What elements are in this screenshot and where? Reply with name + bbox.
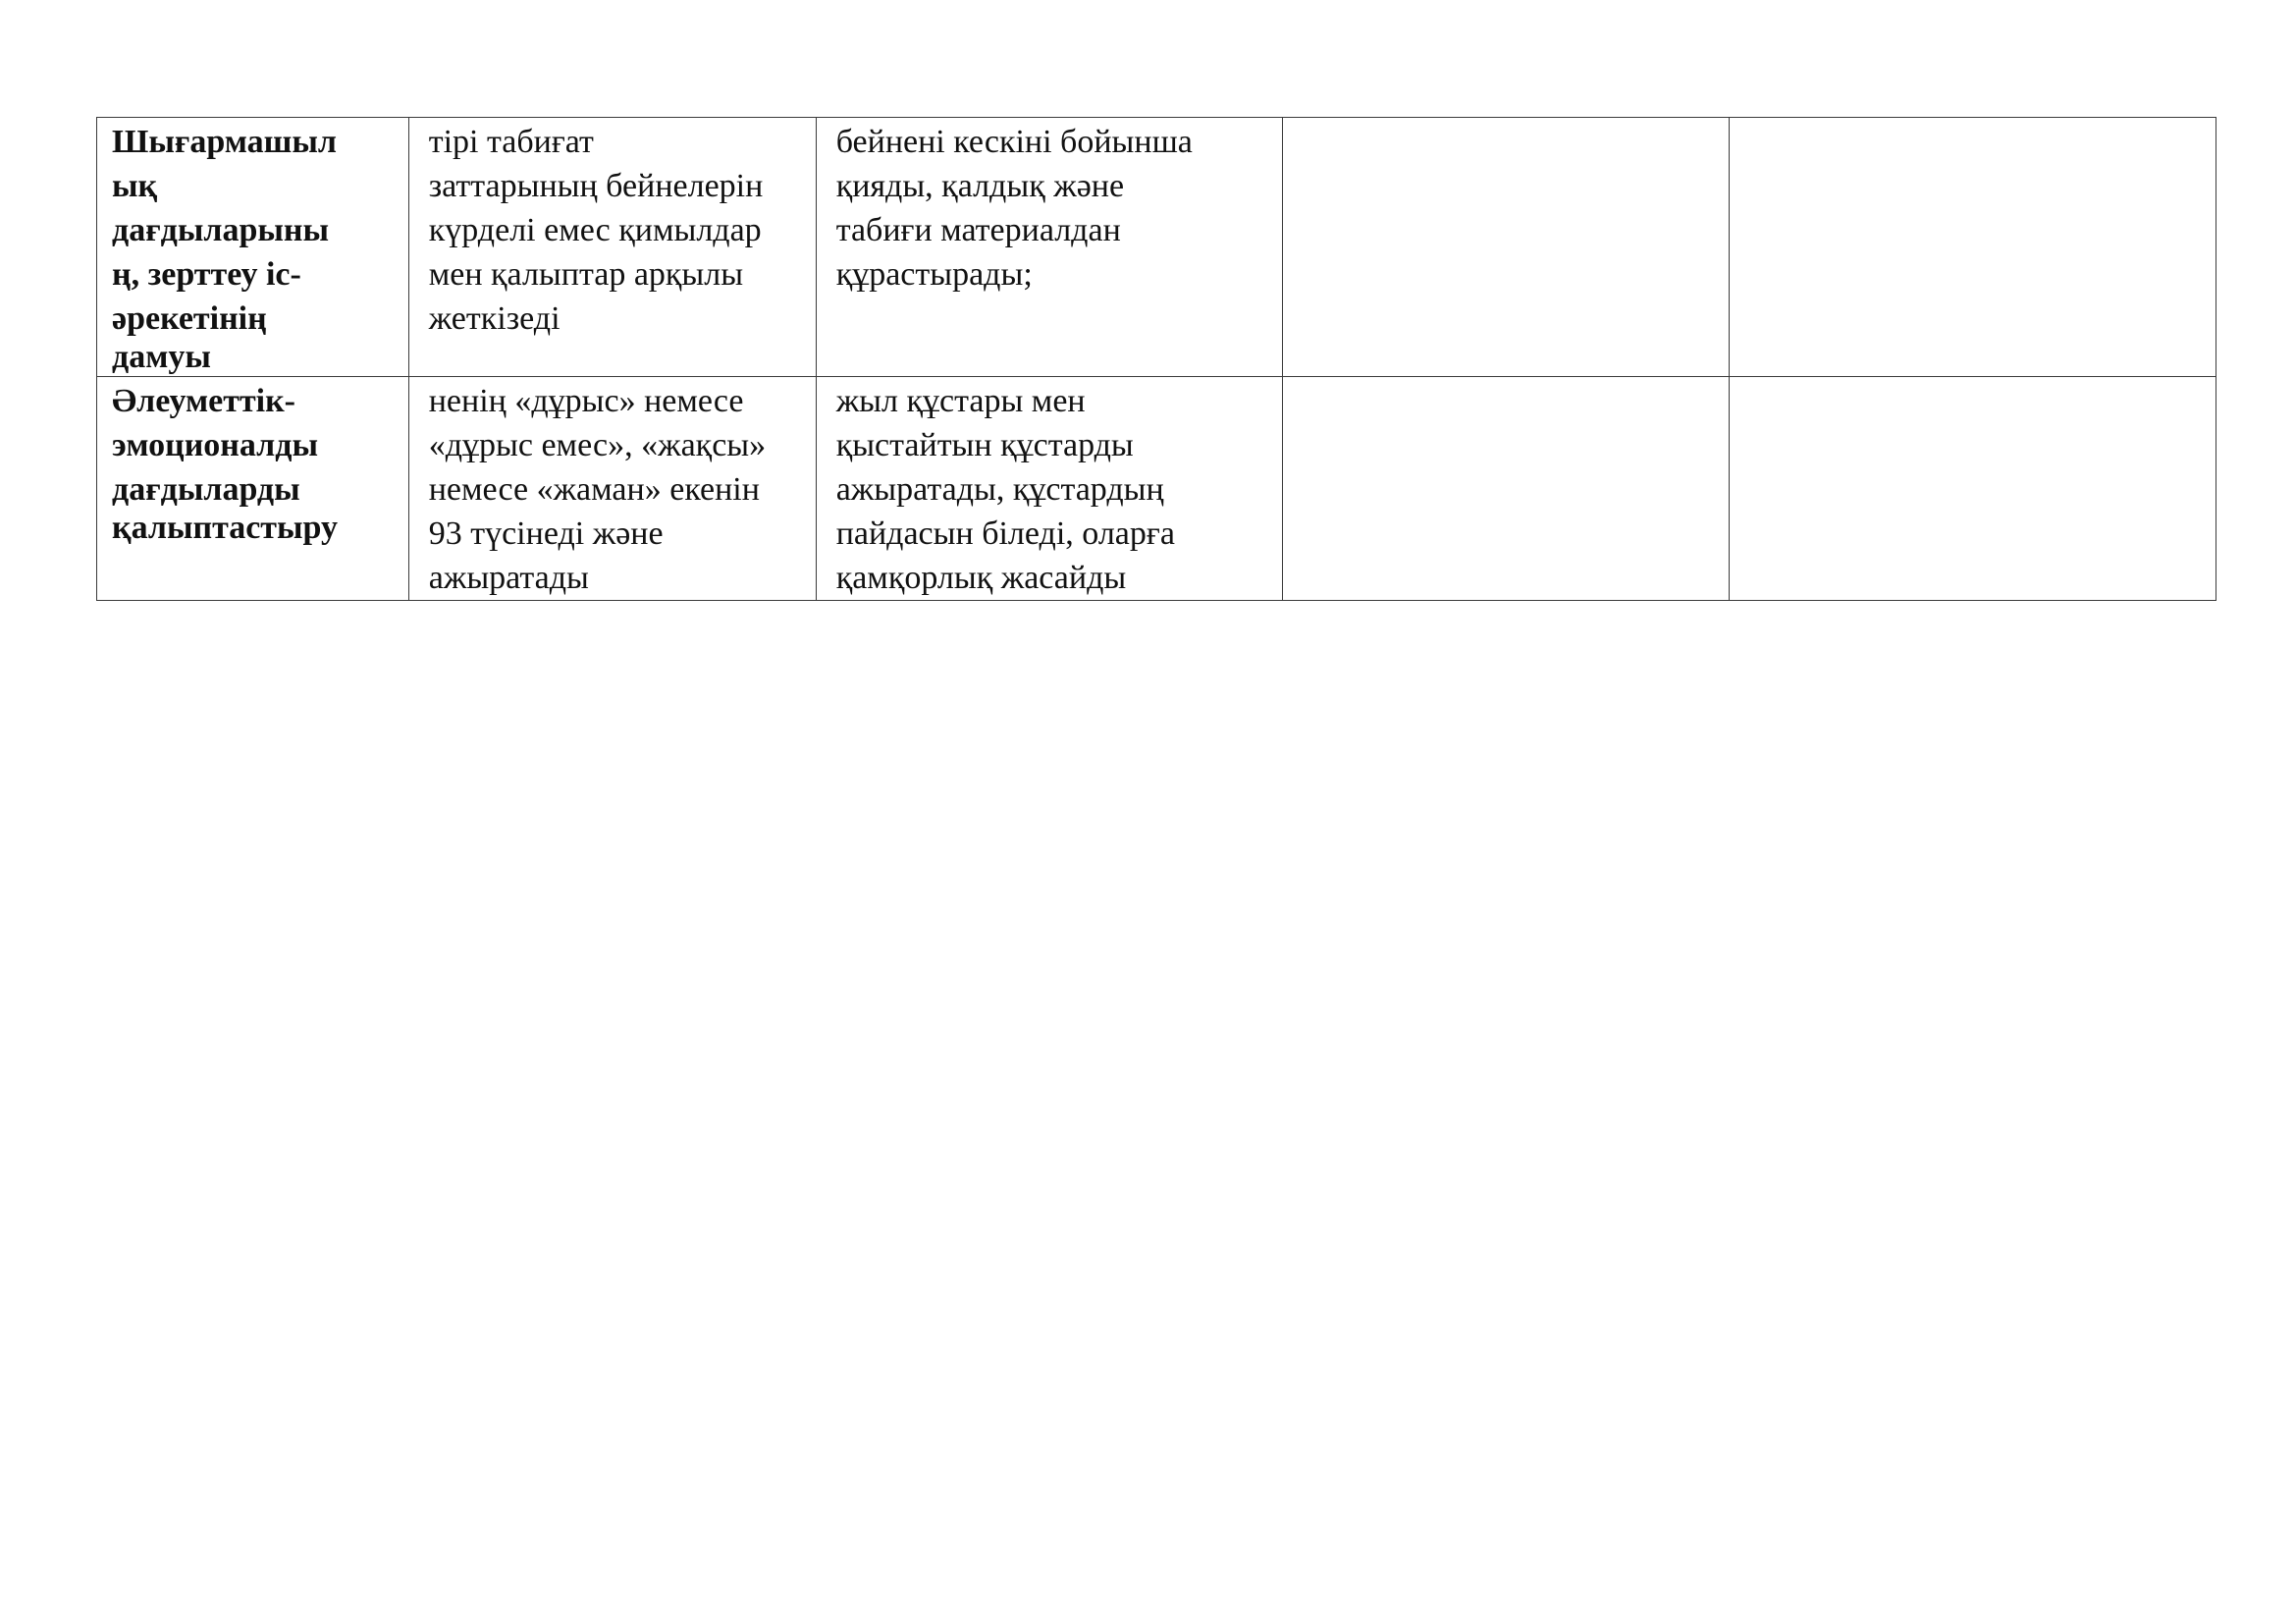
skill-line: күрделі емес қимылдар [428,212,762,248]
skill-line: қияды, қалдық және [835,168,1125,204]
skill-cell [816,377,1282,601]
skill-line: немесе «жаман» екенін [428,471,760,508]
skill-cell [816,118,1282,377]
area-line: ық [112,168,158,204]
area-line: Шығармашыл [112,124,337,160]
development-table [96,117,2216,601]
table-row [97,118,2216,377]
skill-line: 93 түсінеді және [428,515,664,552]
skill-line: бейнені кескіні бойынша [835,124,1193,160]
table-row [97,377,2216,601]
area-line: Әлеуметтік- [112,383,295,419]
empty-cell [1729,377,2216,601]
area-line: дағдыларыны [112,212,330,248]
empty-cell [1729,118,2216,377]
skill-line: қыстайтын құстарды [835,427,1134,463]
skill-line: құрастырады; [835,256,1033,293]
skill-line: пайдасын біледі, оларға [835,515,1175,552]
area-line: қалыптастыру [112,510,339,546]
area-cell [97,118,409,377]
skill-line: заттарының бейнелерін [428,168,764,204]
skill-line: мен қалыптар арқылы [428,256,744,293]
area-line: эмоционалды [112,427,318,463]
skill-line: ажыратады [428,560,589,596]
skill-line: жеткізеді [428,300,561,337]
skill-cell [408,118,816,377]
skill-cell [408,377,816,601]
empty-cell [1282,118,1729,377]
skill-line: ажыратады, құстардың [835,471,1164,508]
skill-line: ненің «дұрыс» немесе [428,383,744,419]
skill-line: табиғи материалдан [835,212,1121,248]
skill-line: «дұрыс емес», «жақсы» [428,427,767,463]
skill-line: тірі табиғат [428,124,594,160]
area-line: дамуы [112,339,211,375]
skill-line: қамқорлық жасайды [835,560,1127,596]
empty-cell [1282,377,1729,601]
skill-line: жыл құстары мен [835,383,1086,419]
area-cell [97,377,409,601]
area-line: әрекетінің [112,300,267,337]
area-line: ң, зерттеу іс- [112,256,301,293]
area-line: дағдыларды [112,471,300,508]
